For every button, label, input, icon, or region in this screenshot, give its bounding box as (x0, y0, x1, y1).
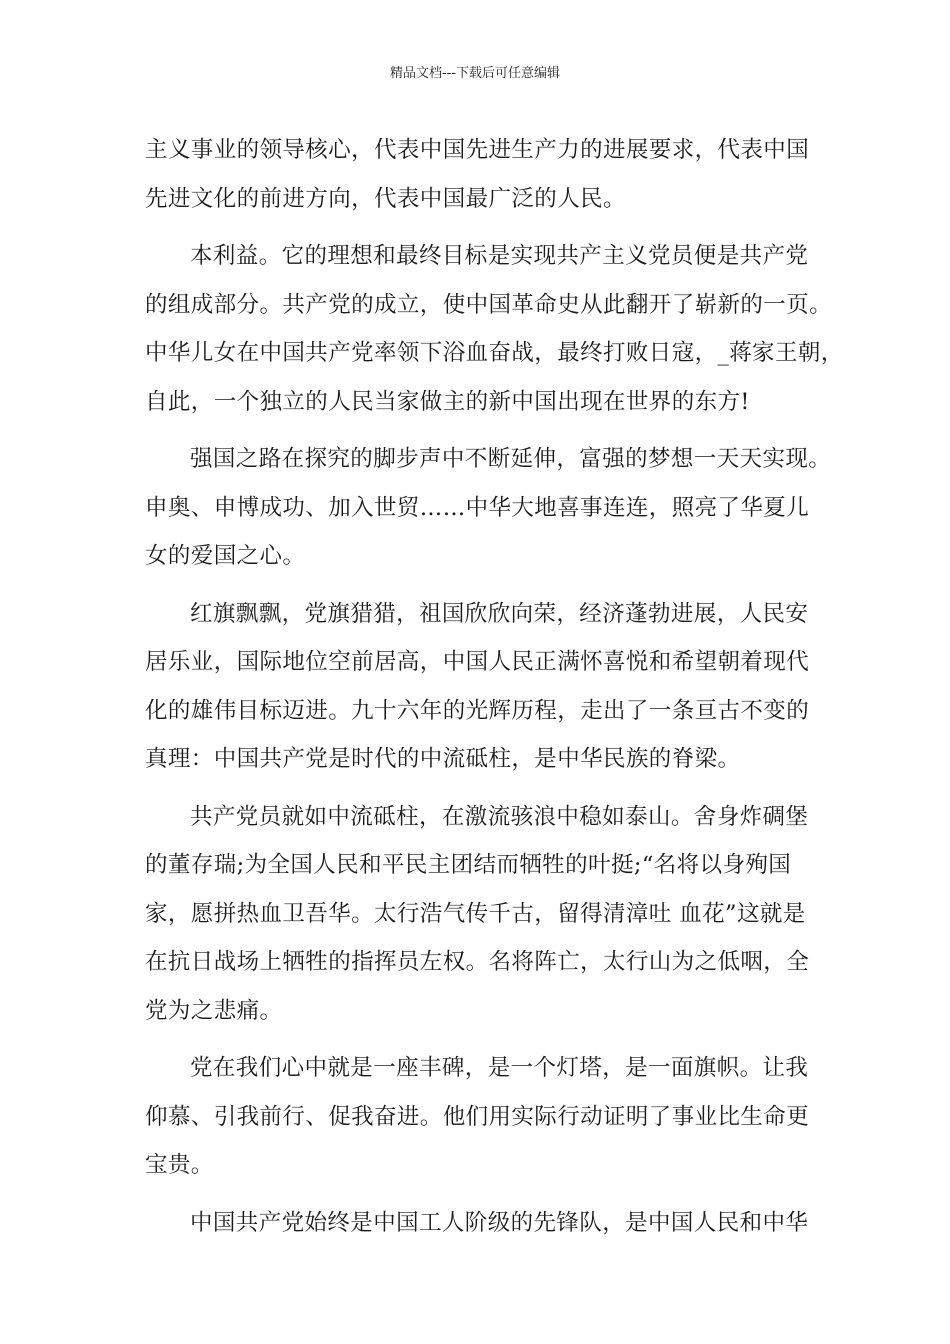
text-line: 主义事业的领导核心，代表中国先进生产力的进展要求，代表中国 (145, 137, 810, 163)
text-line: 居乐业，国际地位空前居高，中国人民正满怀喜悦和希望朝着现代 (145, 649, 810, 675)
text-line: 申奥、申博成功、加入世贸……中华大地喜事连连，照亮了华夏儿 (145, 494, 810, 521)
paragraph-7 (145, 1199, 810, 1248)
text-line: 化的雄伟目标迈进。九十六年的光辉历程，走出了一条亘古不变的 (145, 697, 810, 724)
text-line: 的董存瑞;为全国人民和平民主团结而牺牲的叶挺;“名将以身殉国 (145, 852, 792, 878)
text-line: 党在我们心中就是一座丰碑，是一个灯塔，是一面旗帜。让我 (190, 1055, 809, 1081)
text-line: 仰慕、引我前行、促我奋进。他们用实际行动证明了事业比生命更 (145, 1103, 810, 1130)
text-line: 红旗飘飘，党旗猎猎，祖国欣欣向荣，经济蓬勃进展，人民安 (190, 600, 809, 627)
document-body (145, 126, 844, 1247)
text-line: 宝贵。 (145, 1152, 214, 1178)
text-line: 家，愿拼热血卫吾华。太行浩气传千古，留得清漳吐 血花”这就是 (145, 900, 806, 927)
text-line: 在抗日战场上牺牲的指挥员左权。名将阵亡，太行山为之低咽，全 (145, 949, 810, 975)
text-line: 中国共产党始终是中国工人阶级的先锋队，是中国人民和中华 (190, 1209, 809, 1236)
paragraph-6 (145, 1044, 810, 1190)
text-line: 女的爱国之心。 (145, 543, 306, 569)
page-header: 精品文档---下载后可任意编辑 (389, 66, 561, 81)
text-line: 党为之悲痛。 (145, 997, 283, 1024)
paragraph-4 (145, 590, 810, 784)
paragraph-1 (145, 126, 810, 223)
paragraph-3 (145, 435, 832, 581)
paragraph-5 (145, 793, 810, 1036)
text-line: 共产党员就如中流砥柱，在激流骇浪中稳如泰山。舍身炸碉堡 (190, 803, 809, 830)
text-line: 本利益。它的理想和最终目标是实现共产主义党员便是共产党 (190, 243, 809, 269)
text-line: 自此，一个独立的人民当家做主的新中国出现在世界的东方! (145, 388, 750, 415)
text-line: 的组成部分。共产党的成立，使中国革命史从此翻开了崭新的一页。 (145, 291, 833, 318)
text-line: 中华儿女在中国共产党率领下浴血奋战，最终打败日寇，_蒋家王朝， (145, 340, 844, 366)
text-line: 真理：中国共产党是时代的中流砥柱，是中华民族的脊梁。 (145, 746, 741, 772)
text-line: 先进文化的前进方向，代表中国最广泛的人民。 (145, 185, 626, 212)
paragraph-2 (145, 232, 844, 426)
text-line: 强国之路在探究的脚步声中不断延伸，富强的梦想一天天实现。 (190, 446, 832, 472)
